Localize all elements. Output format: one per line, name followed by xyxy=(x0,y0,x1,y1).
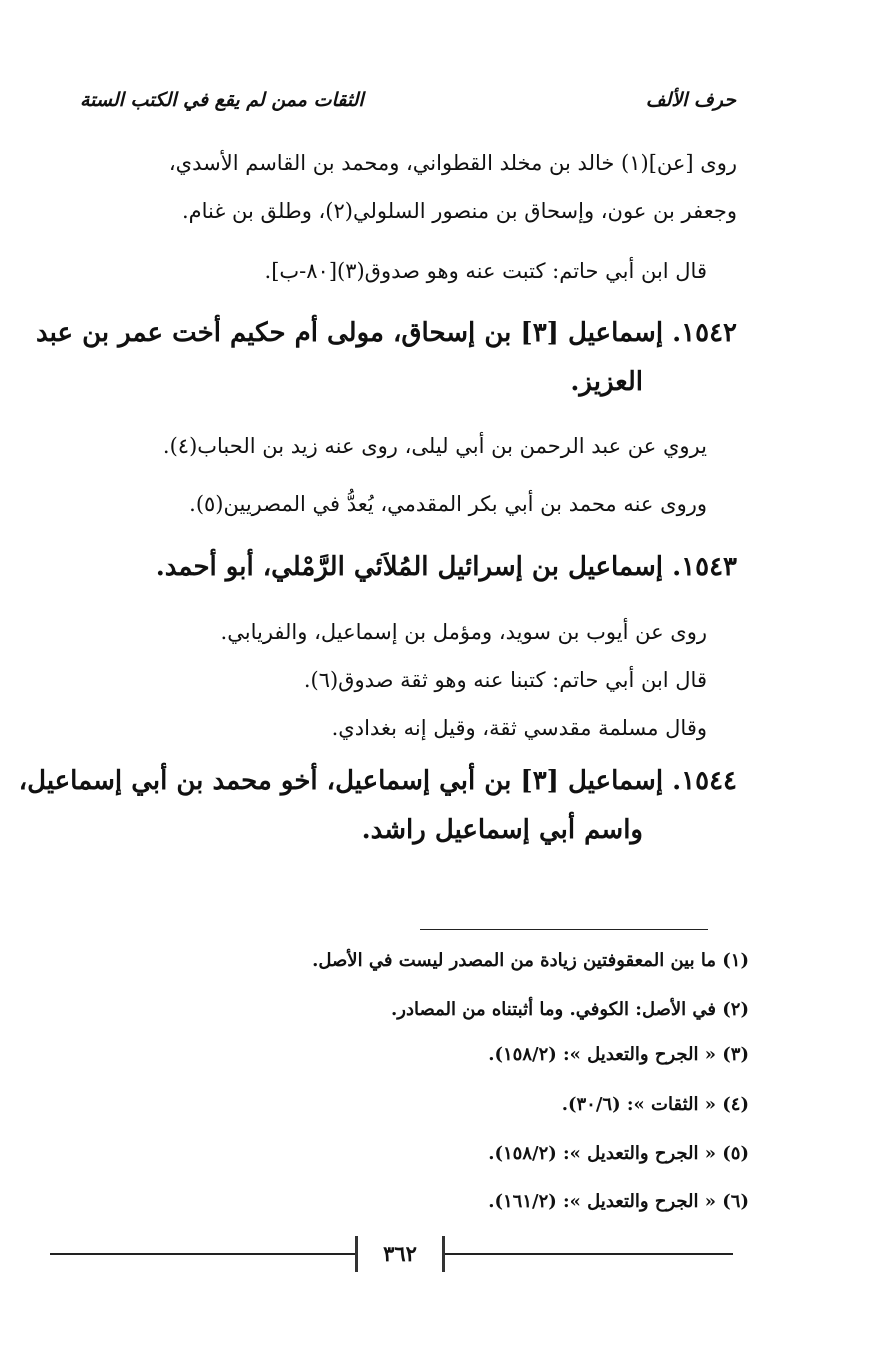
body-line: وقال مسلمة مقدسي ثقة، وقيل إنه بغدادي. xyxy=(331,716,707,740)
header-book-title: الثقات ممن لم يقع في الكتب الستة xyxy=(80,89,364,111)
body-line: وروى عنه محمد بن أبي بكر المقدمي، يُعدُّ في المصريين(٥). xyxy=(189,492,707,516)
footnote-4: (٤) « الثقات »: (٣٠/٦). xyxy=(561,1094,749,1115)
running-header xyxy=(80,85,736,119)
body-line: قال ابن أبي حاتم: كتبنا عنه وهو ثقة صدوق(٦). xyxy=(303,668,707,692)
body-line: يروي عن عبد الرحمن بن أبي ليلى، روى عنه زيد بن الحباب(٤). xyxy=(162,434,707,458)
body-line: قال ابن أبي حاتم: كتبت عنه وهو صدوق(٣)[٨٠-ب]. xyxy=(264,259,707,283)
entry-heading-1543: ١٥٤٣. إسماعيل بن إسرائيل المُلاَئي الرَّمْلي، أبو أحمد. xyxy=(155,552,737,582)
entry-heading-1542-cont: العزيز. xyxy=(570,367,643,397)
footnote-3: (٣) « الجرح والتعديل »: (١٥٨/٢). xyxy=(488,1044,749,1065)
body-line: روى عن أيوب بن سويد، ومؤمل بن إسماعيل، والفريابي. xyxy=(220,620,707,644)
entry-heading-1544-cont: واسم أبي إسماعيل راشد. xyxy=(361,815,643,845)
entry-heading-1544: ١٥٤٤. إسماعيل [٣] بن أبي إسماعيل، أخو محمد بن أبي إسماعيل، xyxy=(18,766,737,796)
body-line: روى [عن](١) خالد بن مخلد القطواني، ومحمد بن القاسم الأسدي، xyxy=(168,151,737,175)
footnote-divider xyxy=(420,929,708,930)
footnote-6: (٦) « الجرح والتعديل »: (١٦١/٢). xyxy=(488,1191,749,1212)
footnote-1: (١) ما بين المعقوفتين زيادة من المصدر ليست في الأصل. xyxy=(312,950,749,971)
entry-heading-1542: ١٥٤٢. إسماعيل [٣] بن إسحاق، مولى أم حكيم أخت عمر بن عبد xyxy=(36,318,737,348)
footnote-5: (٥) « الجرح والتعديل »: (١٥٨/٢). xyxy=(488,1143,749,1164)
body-line: وجعفر بن عون، وإسحاق بن منصور السلولي(٢)، وطلق بن غنام. xyxy=(181,199,737,223)
page-number: ٣٦٢ xyxy=(355,1236,445,1272)
footnote-2: (٢) في الأصل: الكوفي. وما أثبتناه من المصادر. xyxy=(391,999,749,1020)
header-chapter: حرف الألف xyxy=(645,89,736,111)
